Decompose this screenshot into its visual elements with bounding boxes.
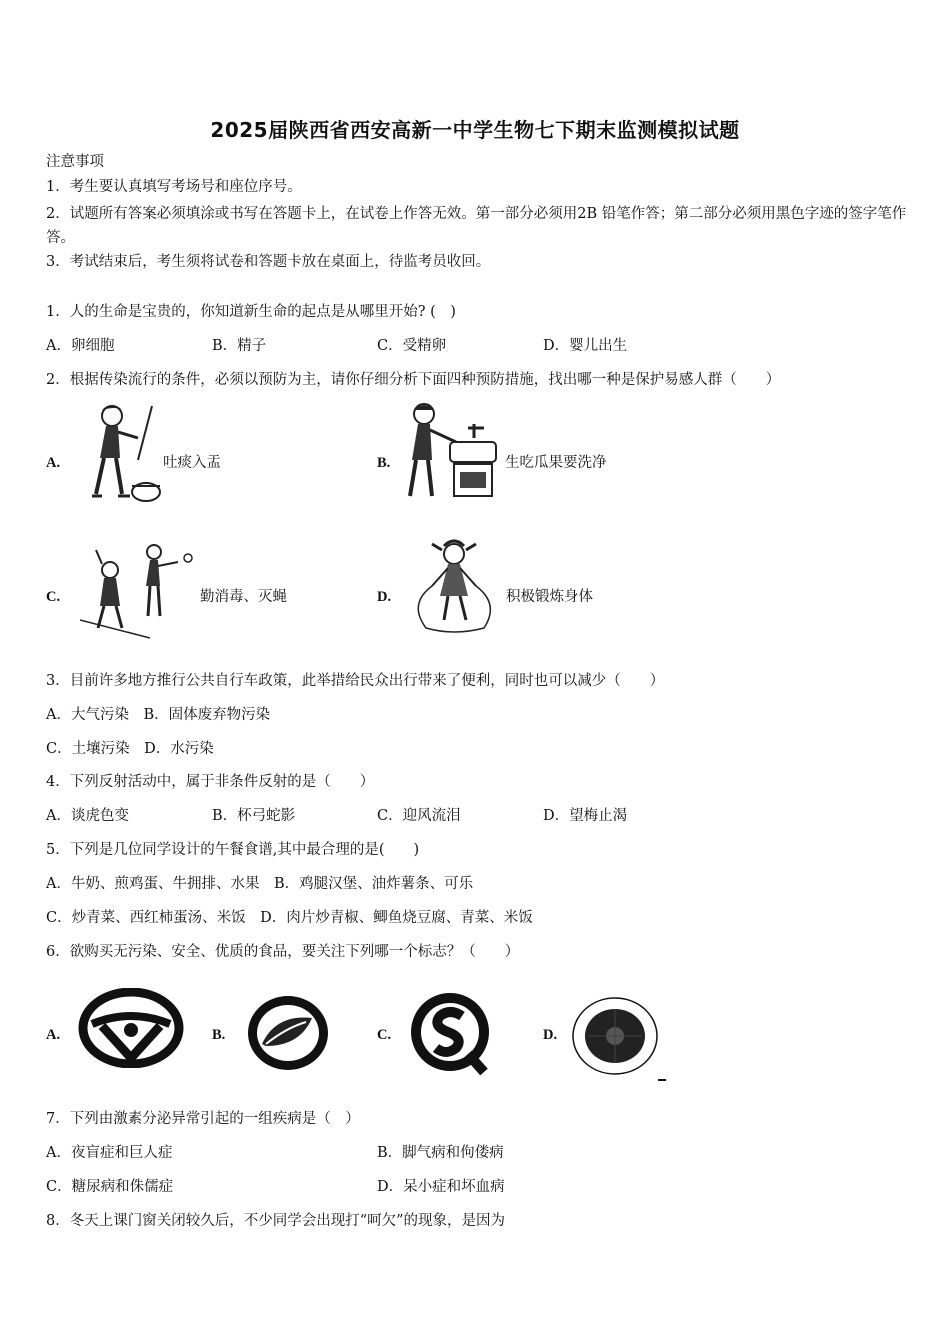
q5-options-ab: A．牛奶、煎鸡蛋、牛拥排、水果 B．鸡腿汉堡、油炸薯条、可乐 xyxy=(46,876,474,892)
q4-option-d: D．望梅止渴 xyxy=(543,808,628,824)
q7-option-b: B．脚气病和佝偻病 xyxy=(377,1145,504,1161)
disinfecting-children-illustration xyxy=(80,540,200,640)
q8-stem: 8．冬天上课门窗关闭较久后，不少同学会出现打“呵欠”的现象，是因为 xyxy=(46,1213,506,1229)
q6-option-d-label: D. xyxy=(543,1027,558,1043)
notice-item-3: 3．考试结束后，考生须将试卷和答题卡放在桌面上，待监考员收回。 xyxy=(46,254,491,270)
q2-option-d-label: D. xyxy=(377,589,392,605)
q2-option-b-label: B. xyxy=(377,455,391,471)
q3-options-ab: A．大气污染 B．固体废弃物污染 xyxy=(46,707,271,723)
jump-rope-girl-illustration xyxy=(404,536,504,636)
q5-stem: 5．下列是几位同学设计的午餐食谱,其中最合理的是( ) xyxy=(46,842,420,858)
q7-option-a: A．夜盲症和巨人症 xyxy=(46,1145,173,1161)
spitting-boy-illustration xyxy=(76,398,166,502)
notice-heading: 注意事项 xyxy=(46,154,104,170)
q6-stem: 6．欲购买无污染、安全、优质的食品，要关注下列哪一个标志？（ ） xyxy=(46,944,520,960)
q2-option-a-label: A. xyxy=(46,455,61,471)
q4-option-b: B．杯弓蛇影 xyxy=(212,808,296,824)
washing-fruit-illustration xyxy=(400,398,504,502)
notice-item-2: 2．试题所有答案必须填涂或书写在答题卡上，在试卷上作答无效。第一部分必须用2B 铅笔作答；第二部分必须用黑色字迹的签字笔作答。 xyxy=(46,206,907,246)
q7-stem: 7．下列由激素分泌异常引起的一组疾病是（ ） xyxy=(46,1111,360,1127)
q2-option-a-text: 吐痰入盂 xyxy=(163,455,221,471)
q1-option-a: A．卵细胞 xyxy=(46,338,115,354)
q6-option-b-label: B. xyxy=(212,1027,226,1043)
q2-stem: 2．根据传染流行的条件，必须以预防为主，请你仔细分析下面四种预防措施，找出哪一种是保护易感人群（ ） xyxy=(46,372,781,388)
q1-option-c: C．受精卵 xyxy=(377,338,447,354)
page-title: 2025届陕西省西安高新一中学生物七下期末监测模拟试题 xyxy=(210,118,740,142)
q6-option-a-label: A. xyxy=(46,1027,61,1043)
q1-option-d: D．婴儿出生 xyxy=(543,338,628,354)
q7-option-d: D．呆小症和坏血病 xyxy=(377,1179,505,1195)
pollution-free-seal-icon xyxy=(570,994,668,1084)
q1-stem: 1．人的生命是宝贵的，你知道新生命的起点是从哪里开始? ( ) xyxy=(46,304,456,320)
green-food-logo-icon xyxy=(246,994,330,1072)
q2-option-d-text: 积极锻炼身体 xyxy=(506,589,593,605)
q6-option-c-label: C. xyxy=(377,1027,392,1043)
q2-option-b-text: 生吃瓜果要洗净 xyxy=(505,455,607,471)
q2-option-c-text: 勤消毒、灭蝇 xyxy=(200,589,287,605)
q5-options-cd: C．炒青菜、西红柿蛋汤、米饭 D．肉片炒青椒、鲫鱼烧豆腐、青菜、米饭 xyxy=(46,910,533,926)
quality-certification-logo-icon xyxy=(78,988,184,1068)
q4-option-c: C．迎风流泪 xyxy=(377,808,461,824)
q4-option-a: A．谈虎色变 xyxy=(46,808,129,824)
notice-item-1: 1．考生要认真填写考场号和座位序号。 xyxy=(46,179,302,195)
q1-option-b: B．精子 xyxy=(212,338,267,354)
q7-option-c: C．糖尿病和侏儒症 xyxy=(46,1179,174,1195)
q2-option-c-label: C. xyxy=(46,589,61,605)
q3-options-cd: C．土壤污染 D．水污染 xyxy=(46,741,214,757)
q3-stem: 3．目前许多地方推行公共自行车政策，此举措给民众出行带来了便利，同时也可以减少（ ） xyxy=(46,673,665,689)
qs-quality-safety-logo-icon xyxy=(408,992,492,1076)
q4-stem: 4．下列反射活动中，属于非条件反射的是（ ） xyxy=(46,774,375,790)
